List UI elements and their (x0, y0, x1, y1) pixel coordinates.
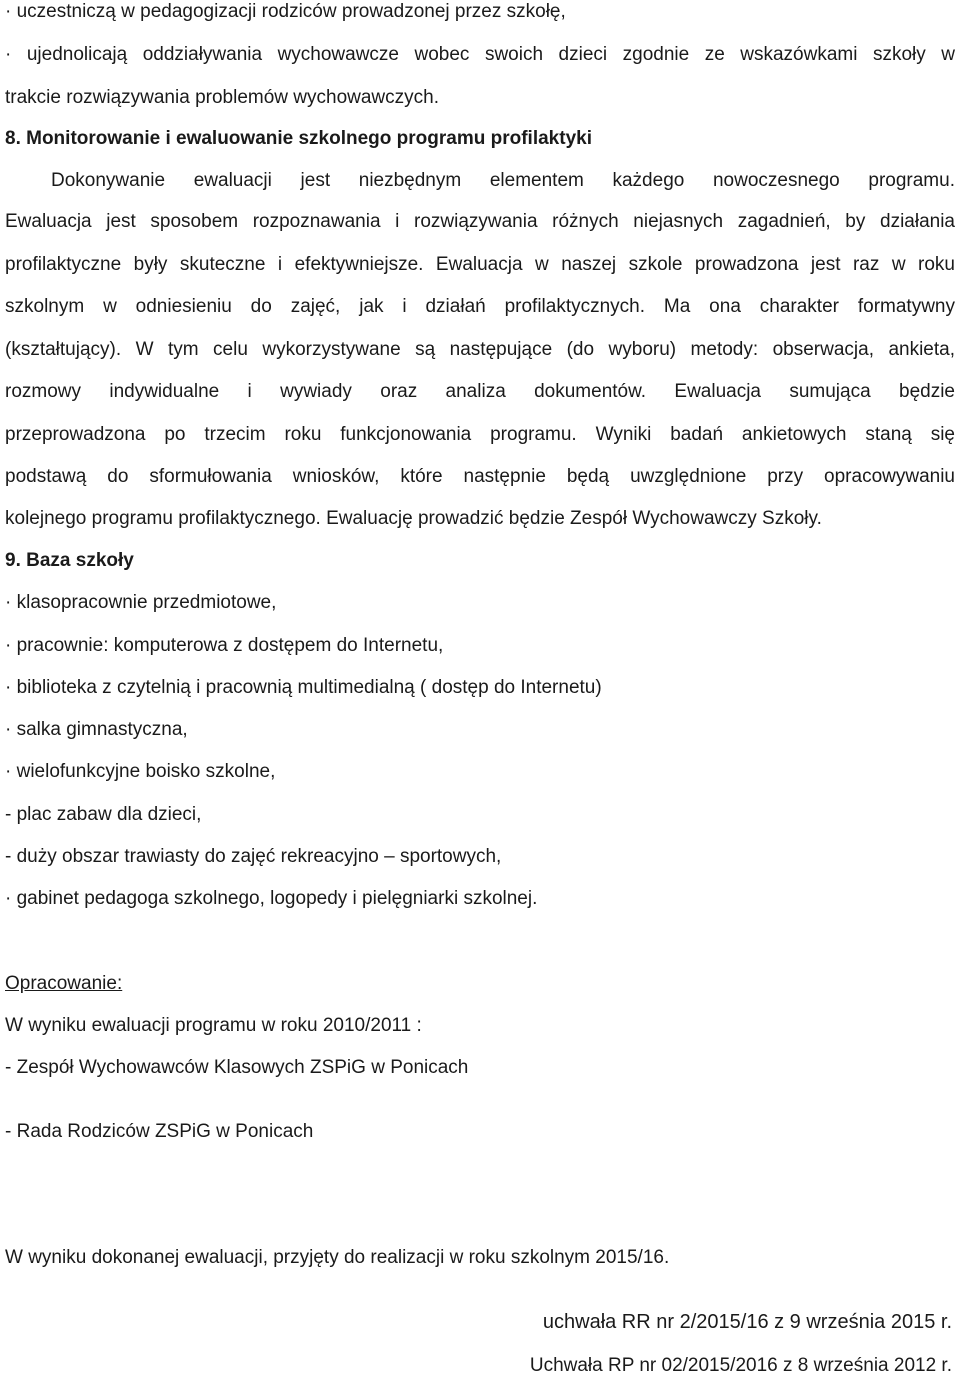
list-item: · gabinet pedagoga szkolnego, logopedy i pielęgniarki szkolnej. (5, 888, 538, 909)
opracowanie-intro: W wyniku ewaluacji programu w roku 2010/2011 : (5, 1015, 422, 1036)
section-8-line-7: przeprowadzona po trzecim roku funkcjonowania programu. Wyniki badań ankietowych staną się (5, 424, 955, 445)
section-8-line-4: szkolnym w odniesieniu do zajęć, jak i działań profilaktycznych. Ma ona charakter formatywny (5, 296, 955, 317)
section-8-line-6: rozmowy indywidualne i wywiady oraz analiza dokumentów. Ewaluacja sumująca będzie (5, 381, 955, 402)
resolution-rp: Uchwała RP nr 02/2015/2016 z 8 września 2012 r. (529, 1355, 952, 1376)
list-item: - plac zabaw dla dzieci, (5, 804, 202, 825)
list-item: · wielofunkcyjne boisko szkolne, (5, 761, 276, 782)
section-8-line-2: Ewaluacja jest sposobem rozpoznawania i rozwiązywania różnych niejasnych zagadnień, by działania (5, 211, 955, 232)
list-item: · biblioteka z czytelnią i pracownią multimedialną ( dostęp do Internetu) (5, 677, 602, 698)
section-8-heading: 8. Monitorowanie i ewaluowanie szkolnego programu profilaktyki (5, 128, 592, 149)
list-item: · salka gimnastyczna, (5, 719, 188, 740)
bullet-pedagogizacja: · uczestniczą w pedagogizacji rodziców prowadzonej przez szkołę, (5, 1, 566, 22)
opracowanie-council: - Rada Rodziców ZSPiG w Ponicach (5, 1121, 314, 1142)
resolution-rr: uchwała RR nr 2/2015/16 z 9 września 2015 r. (542, 1311, 952, 1333)
conclusion-text: W wyniku dokonanej ewaluacji, przyjęty do realizacji w roku szkolnym 2015/16. (5, 1247, 670, 1268)
section-8-line-8: podstawą do sformułowania wniosków, które następnie będą uwzględnione przy opracowywaniu (5, 466, 955, 487)
section-8-line-9: kolejnego programu profilaktycznego. Ewaluację prowadzić będzie Zespół Wychowawczy Szkoły. (5, 508, 822, 529)
section-8-line-5: (kształtujący). W tym celu wykorzystywane są następujące (do wyboru) metody: obserwacja, ankieta, (5, 339, 955, 360)
list-item: - duży obszar trawiasty do zajęć rekreacyjno – sportowych, (5, 846, 502, 867)
list-item: · klasopracownie przedmiotowe, (5, 592, 277, 613)
section-9-heading: 9. Baza szkoły (5, 550, 134, 571)
section-8-line-1: Dokonywanie ewaluacji jest niezbędnym elementem każdego nowoczesnego programu. (51, 170, 955, 191)
list-item: · pracownie: komputerowa z dostępem do Internetu, (5, 635, 444, 656)
bullet-ujednolicaja: · ujednolicają oddziaływania wychowawcze wobec swoich dzieci zgodnie ze wskazówkami szkoły w (5, 44, 955, 65)
opracowanie-heading: Opracowanie: (5, 973, 123, 994)
opracowanie-team: - Zespół Wychowawców Klasowych ZSPiG w Ponicach (5, 1057, 469, 1078)
section-8-line-3: profilaktyczne były skuteczne i efektywniejsze. Ewaluacja w naszej szkole prowadzona jest raz w roku (5, 254, 955, 275)
bullet-ujednolicaja-cont: trakcie rozwiązywania problemów wychowawczych. (5, 87, 439, 108)
